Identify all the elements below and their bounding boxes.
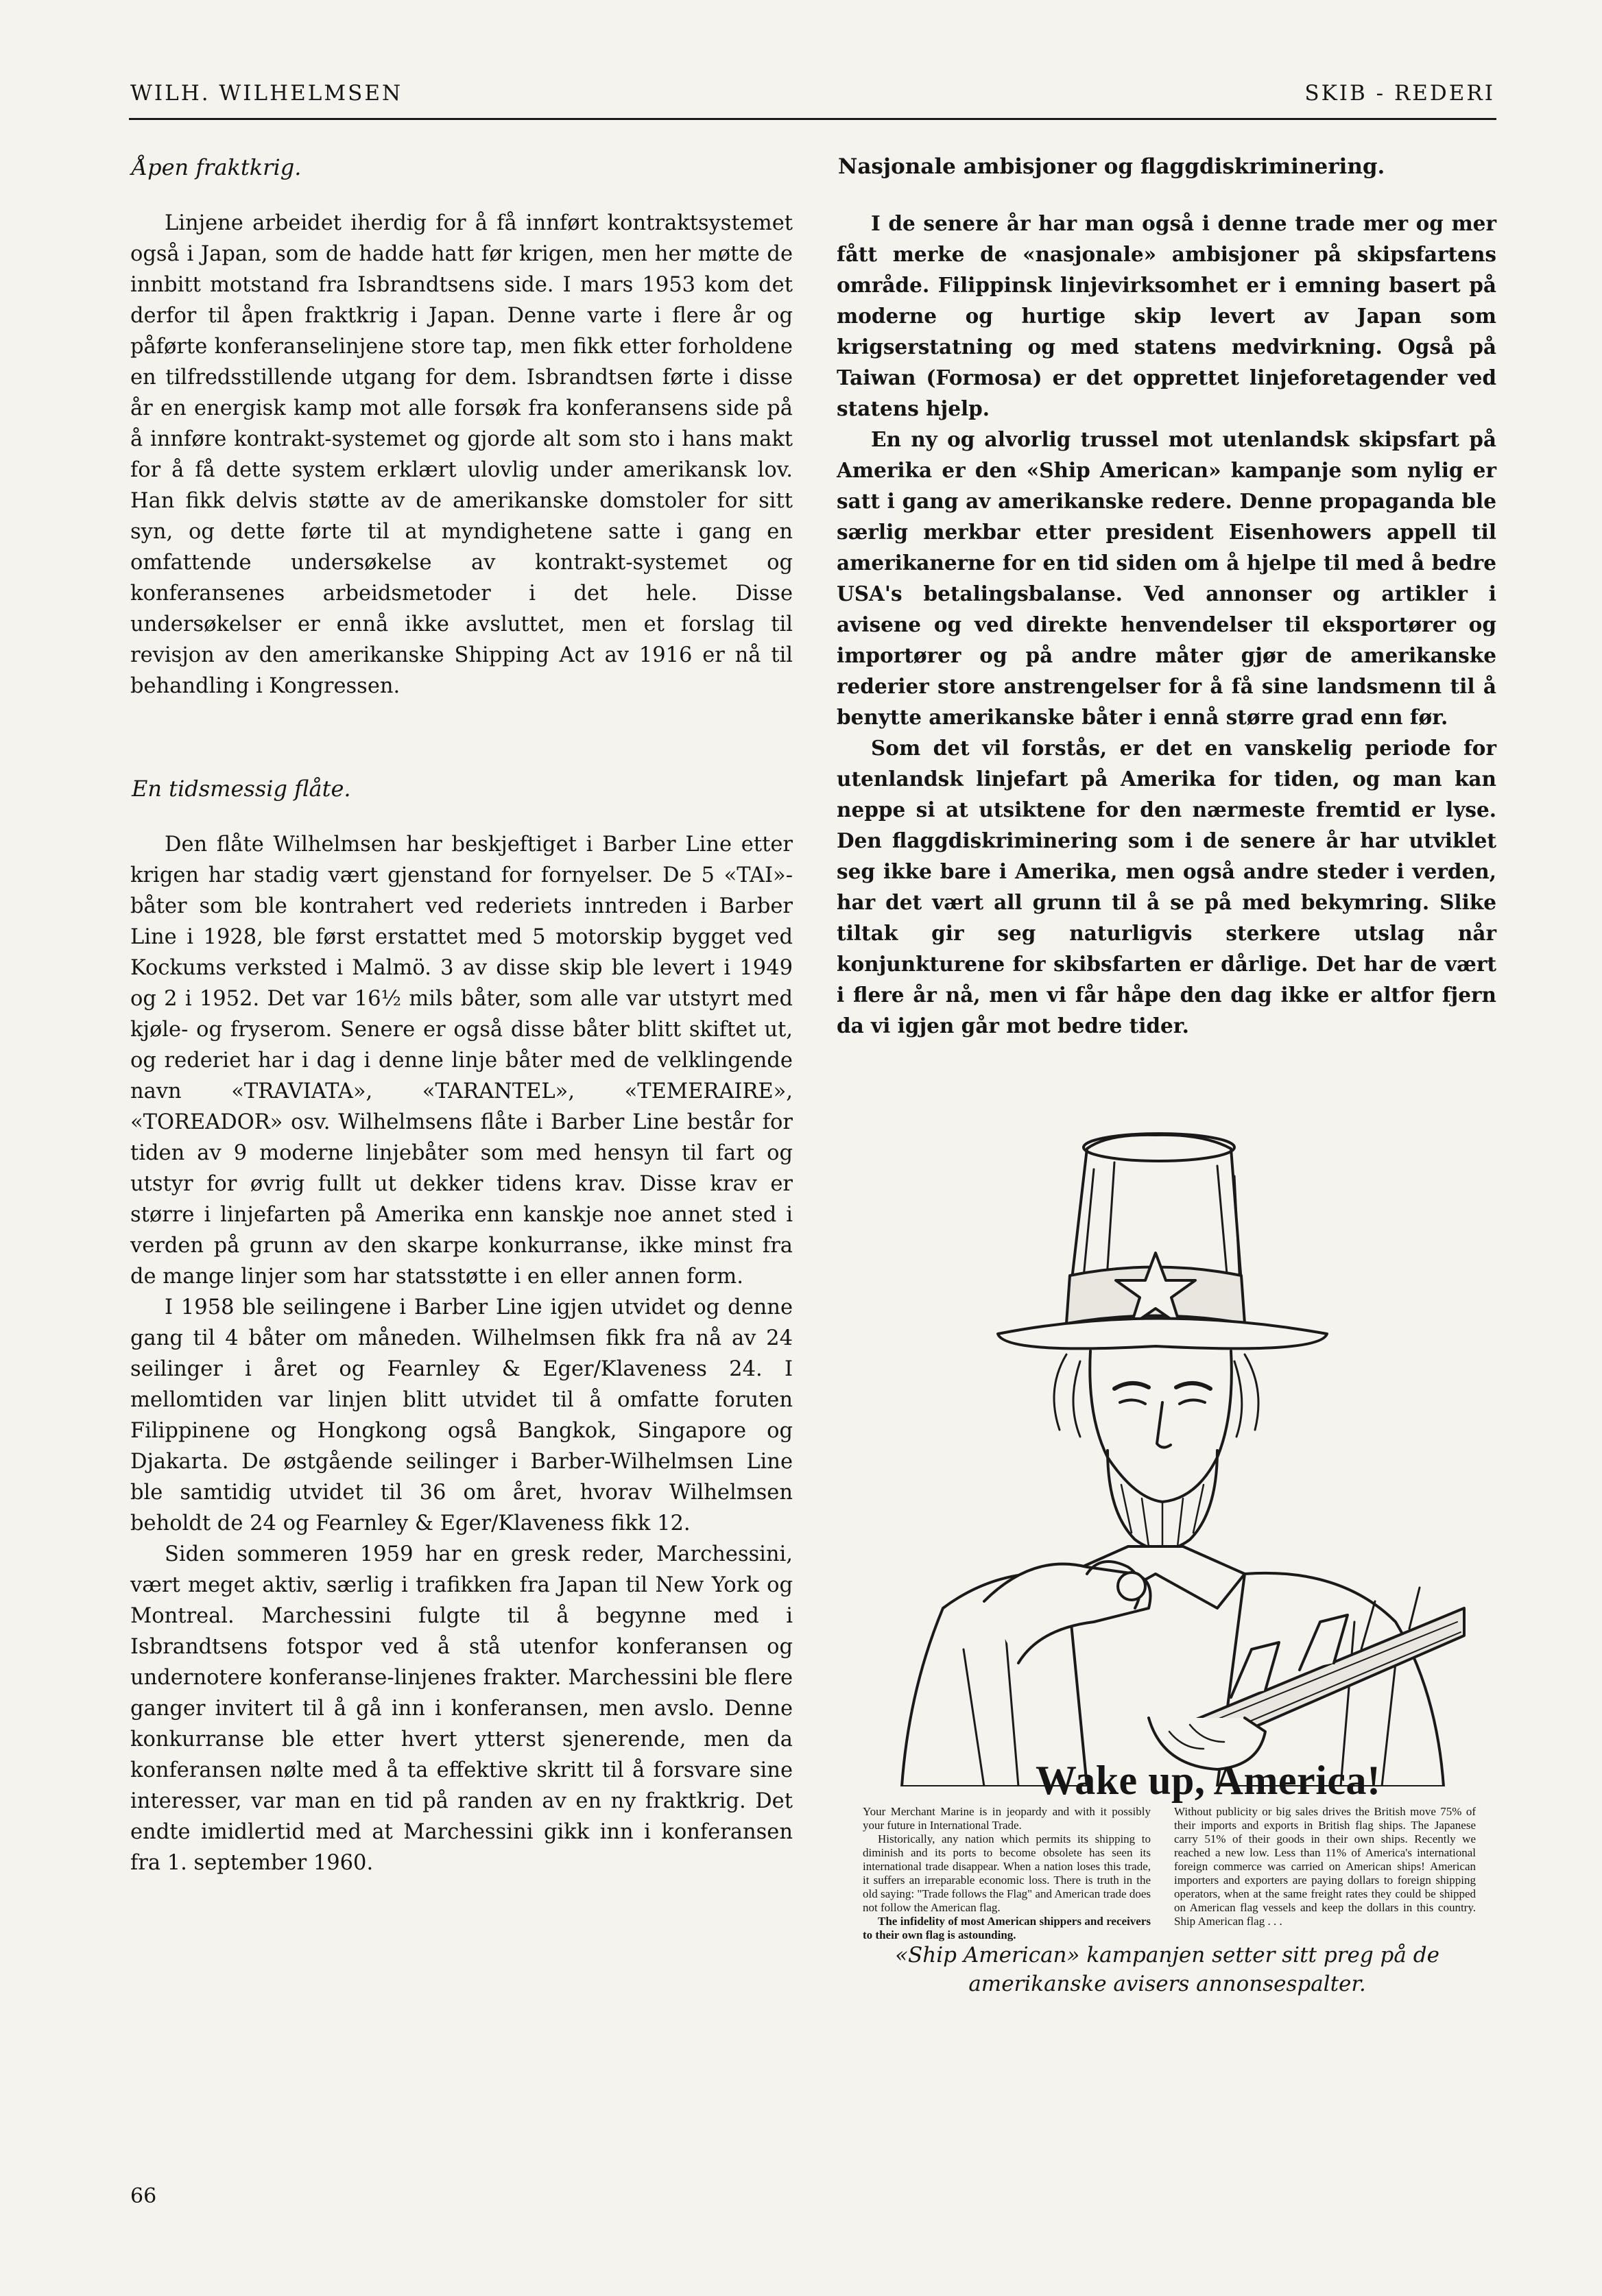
paragraph: Linjene arbeidet iherdig for å få innført kontraktsystemet også i Japan, som de hadde hatt før krigen, men her møtte de innbitt motstand fra Isbrandtsens side. I mars 1953 kom det derfor til åpen fraktkrig i Japan. Denne varte i flere år og påførte konferanselinjene store tap, men fikk etter forholdene en tilfredsstillende utgang for dem. Isbrandtsen førte i disse år en energisk kamp mot alle forsøk fra konferansens side på å innføre kontrakt-systemet og gjorde alt som sto i hans makt for å få dette system erklært ulovlig under amerikansk lov. Han fikk delvis støtte av de amerikanske domstoler for sitt syn, og dette førte til at myndighetene satte i gang en omfattende undersøkelse av kontrakt-systemet og konferansenes arbeidsmetoder i det hele. Disse undersøkelser er ennå ikke avsluttet, men et forslag til revisjon av den amerikanske Shipping Act av 1916 er nå til behandling i Kongressen. (130, 211, 793, 698)
ad-copy-left (863, 1805, 1151, 1942)
running-header (130, 81, 1495, 106)
uncle-sam-drawing (861, 1128, 1473, 1786)
header-rule (129, 118, 1496, 120)
page-number: 66 (130, 2184, 157, 2208)
section-gap (130, 702, 793, 776)
section-title-modern-fleet: En tidsmessig flåte. (132, 776, 351, 802)
uncle-sam-illustration (861, 1128, 1473, 1786)
paragraph: I 1958 ble seilingene i Barber Line igjen utvidet og denne gang til 4 båter om måneden. Wilhelmsen fikk fra nå av 24 seilinger i året og Fearnley & Eger/Klaveness 24. I mellomtiden var linjen blitt utvidet til å omfatte foruten Filippinene og Hongkong også Bangkok, Singapore og Djakarta. De østgående seilinger i Barber-Wilhelmsen Line ble samtidig utvidet til 36 om året, hvorav Wilhelmsen beholdt de 24 og Fearnley & Eger/Klaveness fikk 12. (130, 1295, 793, 1535)
paragraph: Den flåte Wilhelmsen har beskjeftiget i Barber Line etter krigen har stadig vært gjenstand for fornyelser. De 5 «TAI»-båter som ble kontrahert ved rederiets inntreden i Barber Line i 1928, ble først erstattet med 5 motorskip bygget ved Kockums verksted i Malmö. 3 av disse skip ble levert i 1949 og 2 i 1952. Det var 16½ mils båter, som alle var utstyrt med kjøle- og fryserom. Senere er også disse båter blitt skiftet ut, og rederiet har i dag i denne linje båter med de velklingende navn «TRAVIATA», «TARANTEL», «TEMERAIRE», «TOREADOR» osv. Wilhelmsens flåte i Barber Line består for tiden av 9 moderne linjebåter som med hensyn til fart og utstyr for øvrig fullt ut dekker tidens krav. Disse krav er større i linjefarten på Amerika enn kanskje noe annet sted i verden på grunn av den skarpe konkurranse, ikke minst fra de mange linjer som har statsstøtte i en eller annen form. (130, 833, 793, 1289)
paragraph: Siden sommeren 1959 har en gresk reder, Marchessini, vært meget aktiv, særlig i trafikken fra Japan til New York og Montreal. Marchessini fulgte til å begynne med i Isbrandtsens fotspor ved å stå utenfor konferansen og undernotere konferanse-linjenes frakter. Marchessini ble flere ganger invitert til å gå inn i konferansen, men avslo. Denne konkurranse ble etter hvert ytterst sjenerende, men da konferansen nølte med å ta effektive skritt til å forsvare sine interesser, var man en tid på randen av en ny fraktkrig. Det endte imidlertid med at Marchessini gikk inn i konferansen fra 1. september 1960. (130, 1542, 793, 1875)
ad-headline: Wake up, America! (1036, 1758, 1381, 1803)
ad-copy-paragraph: Without publicity or big sales drives the British move 75% of their imports and exports in British flag ships. The Japanese carry 51% of their goods in their own ships. Recently we reached a new low. Less than 11% of America's international foreign commerce was carried on American ships! American importers and exporters are paying dollars to foreign shipping operators, when at the same freight rates they could be shipped on American flag vessels and keep the dollars in this country. Ship American flag . . . (1174, 1805, 1476, 1928)
paragraph: I de senere år har man også i denne trade mer og mer fått merke de «nasjonale» ambisjoner på skipsfartens område. Filippinsk linjevirksomhet er i emning basert på moderne og hurtige skip levert av Japan som krigserstatning og med statens medvirkning. Også på Taiwan (Formosa) er det opprettet linjeforetagender ved statens hjelp. (837, 211, 1496, 420)
paragraph: En ny og alvorlig trussel mot utenlandsk skipsfart på Amerika er den «Ship American» kampanje som nylig er satt i gang av amerikanske redere. Denne propaganda ble særlig merkbar etter president Eisenhowers appell til amerikanerne for en tid siden om å hjelpe til med å bedre USA's betalingsbalanse. Ved annonser og artikler i avisene og ved direkte henvendelser til eksportører og importører og på andre måter gjør de amerikanske rederier store anstrengelser for å få sine landsmenn til å benytte amerikanske båter i ennå større grad enn før. (837, 427, 1496, 729)
ad-copy-paragraph: The infidelity of most American shippers and receivers to their own flag is astounding. (863, 1915, 1151, 1941)
figure-caption: «Ship American» kampanjen setter sitt preg på de amerikanske avisers annonsespalter. (895, 1943, 1439, 1996)
ad-copy-paragraph: Your Merchant Marine is in jeopardy and with it possibly your future in International Trade. (863, 1805, 1151, 1832)
ad-copy-paragraph: Historically, any nation which permits its shipping to diminish and its ports to become obsolete has seen its international trade disappear. When a nation loses this trade, it suffers an irreparable economic loss. There is truth in the old saying: "Trade follows the Flag" and American trade does not follow the American flag. (863, 1832, 1151, 1914)
ad-copy-right (1174, 1805, 1476, 1928)
left-column (130, 154, 793, 1878)
section-title-open-freight-war: Åpen fraktkrig. (132, 154, 302, 180)
right-column (837, 154, 1496, 1041)
paragraph: Som det vil forstås, er det en vanskelig periode for utenlandsk linjefart på Amerika for tiden, og man kan neppe si at utsiktene for den nærmeste fremtid er lyse. Den flaggdiskriminering som i de senere år har utviklet seg ikke bare i Amerika, men også andre steder i verden, har det vært all grunn til å se på med bekymring. Slike tiltak gir seg naturligvis sterkere utslag når konjunkturene for skibsfarten er dårlige. Det har de vært i flere år nå, men vi får håpe den dag ikke er altfor fjern da vi igjen går mot bedre tider. (837, 736, 1496, 1038)
header-right: SKIB - REDERI (1304, 81, 1495, 106)
header-left: WILH. WILHELMSEN (130, 81, 403, 106)
section-title-national-ambitions: Nasjonale ambisjoner og flaggdiskriminering. (838, 154, 1385, 179)
